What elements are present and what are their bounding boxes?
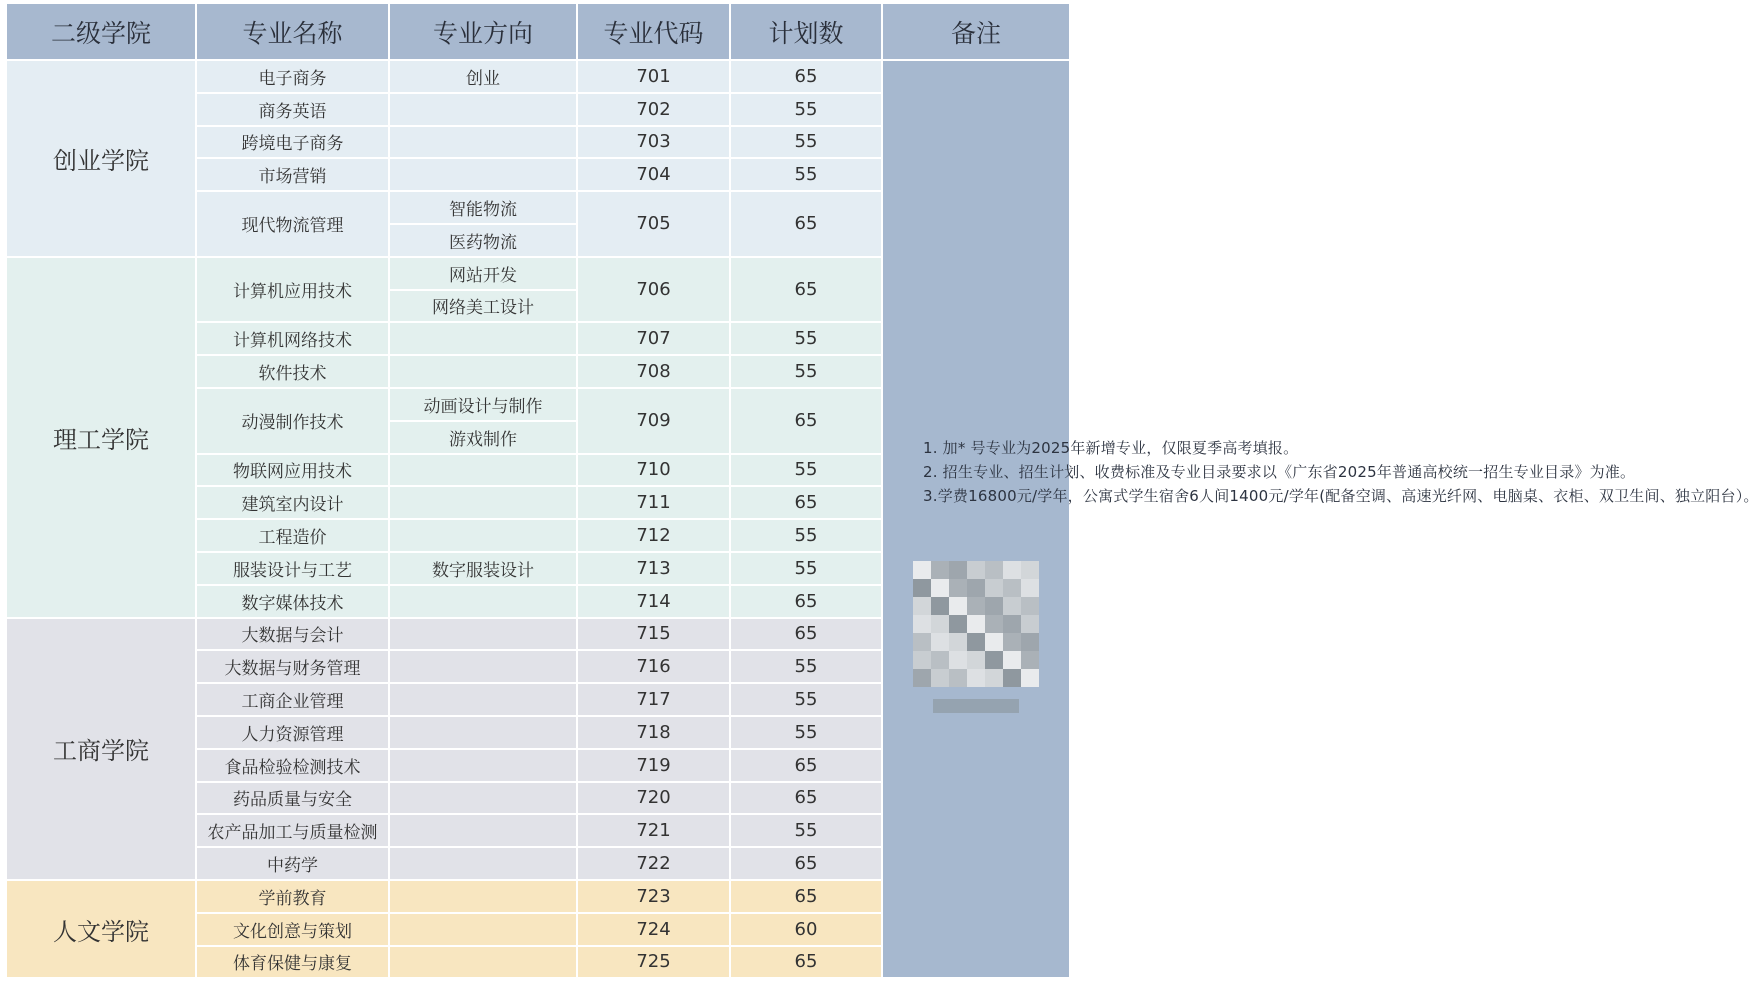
major-code: 709 <box>577 388 730 454</box>
major-direction: 网络美工设计 <box>389 290 577 323</box>
qr-pixel <box>985 561 1003 579</box>
header-major-code: 专业代码 <box>577 3 730 60</box>
qr-pixel <box>913 615 931 633</box>
major-name: 大数据与会计 <box>196 618 389 651</box>
plan-count: 65 <box>730 782 882 815</box>
qr-pixel <box>913 597 931 615</box>
major-direction <box>389 749 577 782</box>
qr-pixel <box>1021 597 1039 615</box>
major-direction <box>389 880 577 913</box>
qr-pixel <box>931 597 949 615</box>
major-name: 计算机网络技术 <box>196 322 389 355</box>
qr-pixel <box>985 651 1003 669</box>
major-direction: 创业 <box>389 60 577 93</box>
qr-pixel <box>967 561 985 579</box>
major-direction <box>389 322 577 355</box>
major-code: 714 <box>577 585 730 618</box>
major-code: 708 <box>577 355 730 388</box>
qr-pixel <box>967 633 985 651</box>
plan-count: 55 <box>730 126 882 159</box>
plan-count: 55 <box>730 519 882 552</box>
major-direction <box>389 847 577 880</box>
qr-pixel <box>1003 669 1021 687</box>
major-name: 电子商务 <box>196 60 389 93</box>
qr-pixel <box>913 579 931 597</box>
major-code: 705 <box>577 191 730 257</box>
major-direction <box>389 454 577 487</box>
major-direction: 数字服装设计 <box>389 552 577 585</box>
plan-count: 65 <box>730 585 882 618</box>
college-name: 工商学院 <box>6 618 196 880</box>
major-name: 中药学 <box>196 847 389 880</box>
major-direction: 智能物流 <box>389 191 577 224</box>
major-direction <box>389 683 577 716</box>
qr-pixel <box>1003 561 1021 579</box>
qr-pixel <box>931 615 949 633</box>
qr-pixel <box>913 669 931 687</box>
plan-count: 60 <box>730 913 882 946</box>
plan-count: 55 <box>730 454 882 487</box>
major-name: 数字媒体技术 <box>196 585 389 618</box>
major-name: 食品检验检测技术 <box>196 749 389 782</box>
major-code: 722 <box>577 847 730 880</box>
major-code: 702 <box>577 93 730 126</box>
major-direction <box>389 782 577 815</box>
major-code: 703 <box>577 126 730 159</box>
major-code: 719 <box>577 749 730 782</box>
plan-count: 55 <box>730 355 882 388</box>
plan-count: 65 <box>730 486 882 519</box>
major-direction <box>389 913 577 946</box>
remarks-text <box>883 326 1759 509</box>
major-code: 717 <box>577 683 730 716</box>
qr-pixel <box>913 561 931 579</box>
qr-pixel <box>931 633 949 651</box>
qr-pixel <box>967 669 985 687</box>
college-name: 人文学院 <box>6 880 196 978</box>
major-code: 723 <box>577 880 730 913</box>
major-direction <box>389 814 577 847</box>
major-code: 710 <box>577 454 730 487</box>
qr-pixel <box>931 579 949 597</box>
major-code: 720 <box>577 782 730 815</box>
major-direction <box>389 486 577 519</box>
major-direction: 游戏制作 <box>389 421 577 454</box>
major-code: 704 <box>577 158 730 191</box>
major-direction <box>389 158 577 191</box>
plan-count: 65 <box>730 60 882 93</box>
major-direction <box>389 519 577 552</box>
major-name: 服装设计与工艺 <box>196 552 389 585</box>
major-name: 商务英语 <box>196 93 389 126</box>
remark-item: 2. 招生专业、招生计划、收费标准及专业目录要求以《广东省2025年普通高校统一招生专业目录》为准。 <box>923 462 1636 481</box>
major-code: 721 <box>577 814 730 847</box>
header-major-direction: 专业方向 <box>389 3 577 60</box>
plan-count: 55 <box>730 814 882 847</box>
qr-pixel <box>967 651 985 669</box>
remarks-panel <box>882 60 1759 978</box>
qr-pixel <box>949 669 967 687</box>
qr-pixel <box>1003 579 1021 597</box>
major-code: 713 <box>577 552 730 585</box>
major-name: 大数据与财务管理 <box>196 650 389 683</box>
qr-pixel <box>967 615 985 633</box>
college-name: 理工学院 <box>6 257 196 618</box>
header-plan-count: 计划数 <box>730 3 882 60</box>
plan-count: 55 <box>730 552 882 585</box>
major-direction <box>389 716 577 749</box>
qr-pixel <box>1021 579 1039 597</box>
qr-pixel <box>949 633 967 651</box>
major-name: 动漫制作技术 <box>196 388 389 454</box>
qr-pixel <box>967 597 985 615</box>
qr-pixel <box>1003 615 1021 633</box>
plan-count: 55 <box>730 322 882 355</box>
major-direction <box>389 650 577 683</box>
header-row <box>6 3 1070 60</box>
blurred-caption <box>933 699 1019 713</box>
plan-count: 65 <box>730 257 882 323</box>
major-name: 药品质量与安全 <box>196 782 389 815</box>
major-direction <box>389 585 577 618</box>
qr-pixel <box>949 597 967 615</box>
qr-pixel <box>1003 597 1021 615</box>
major-name: 工程造价 <box>196 519 389 552</box>
major-direction: 动画设计与制作 <box>389 388 577 421</box>
qr-pixel <box>1021 669 1039 687</box>
qr-pixel <box>985 669 1003 687</box>
major-name: 体育保健与康复 <box>196 946 389 979</box>
major-name: 工商企业管理 <box>196 683 389 716</box>
plan-count: 65 <box>730 847 882 880</box>
plan-count: 65 <box>730 749 882 782</box>
plan-count: 65 <box>730 191 882 257</box>
major-code: 715 <box>577 618 730 651</box>
qr-pixel <box>931 561 949 579</box>
major-name: 学前教育 <box>196 880 389 913</box>
remark-item: 1. 加* 号专业为2025年新增专业，仅限夏季高考填报。 <box>923 438 1299 457</box>
plan-count: 55 <box>730 716 882 749</box>
major-direction <box>389 93 577 126</box>
qr-pixel <box>985 615 1003 633</box>
major-direction <box>389 355 577 388</box>
plan-count: 55 <box>730 93 882 126</box>
major-code: 716 <box>577 650 730 683</box>
blurred-qr-code-icon <box>913 561 1039 687</box>
major-code: 718 <box>577 716 730 749</box>
major-code: 706 <box>577 257 730 323</box>
header-major-name: 专业名称 <box>196 3 389 60</box>
header-remarks: 备注 <box>882 3 1070 60</box>
enrollment-plan-table <box>5 2 1759 979</box>
plan-count: 55 <box>730 683 882 716</box>
major-name: 文化创意与策划 <box>196 913 389 946</box>
major-direction: 医药物流 <box>389 224 577 257</box>
major-name: 现代物流管理 <box>196 191 389 257</box>
major-direction: 网站开发 <box>389 257 577 290</box>
qr-pixel <box>949 561 967 579</box>
table-body <box>6 60 1759 978</box>
plan-count: 65 <box>730 880 882 913</box>
qr-pixel <box>1021 615 1039 633</box>
qr-pixel <box>949 651 967 669</box>
table-row <box>6 60 1070 93</box>
qr-pixel <box>967 579 985 597</box>
qr-pixel <box>985 597 1003 615</box>
qr-pixel <box>1003 651 1021 669</box>
header-college: 二级学院 <box>6 3 196 60</box>
qr-pixel <box>1021 561 1039 579</box>
major-name: 软件技术 <box>196 355 389 388</box>
qr-pixel <box>913 633 931 651</box>
major-name: 市场营销 <box>196 158 389 191</box>
major-code: 711 <box>577 486 730 519</box>
major-name: 人力资源管理 <box>196 716 389 749</box>
major-direction <box>389 126 577 159</box>
plan-count: 65 <box>730 388 882 454</box>
qr-pixel <box>1021 651 1039 669</box>
remark-item: 3.学费16800元/学年，公寓式学生宿舍6人间1400元/学年(配备空调、高速光纤网、电脑桌、衣柜、双卫生间、独立阳台）。 <box>923 487 1759 506</box>
major-name: 跨境电子商务 <box>196 126 389 159</box>
plan-count: 55 <box>730 650 882 683</box>
major-code: 701 <box>577 60 730 93</box>
qr-code-block <box>913 561 1039 713</box>
plan-count: 65 <box>730 618 882 651</box>
major-name: 物联网应用技术 <box>196 454 389 487</box>
qr-pixel <box>1021 633 1039 651</box>
plan-count: 65 <box>730 946 882 979</box>
college-name: 创业学院 <box>6 60 196 257</box>
qr-pixel <box>931 651 949 669</box>
qr-pixel <box>949 615 967 633</box>
major-direction <box>389 618 577 651</box>
qr-pixel <box>985 579 1003 597</box>
enrollment-table-container <box>5 2 1759 979</box>
major-name: 计算机应用技术 <box>196 257 389 323</box>
major-code: 712 <box>577 519 730 552</box>
major-code: 725 <box>577 946 730 979</box>
major-code: 724 <box>577 913 730 946</box>
qr-pixel <box>985 633 1003 651</box>
qr-pixel <box>913 651 931 669</box>
qr-pixel <box>931 669 949 687</box>
major-code: 707 <box>577 322 730 355</box>
major-name: 建筑室内设计 <box>196 486 389 519</box>
major-direction <box>389 946 577 979</box>
major-name: 农产品加工与质量检测 <box>196 814 389 847</box>
qr-pixel <box>1003 633 1021 651</box>
qr-pixel <box>949 579 967 597</box>
plan-count: 55 <box>730 158 882 191</box>
